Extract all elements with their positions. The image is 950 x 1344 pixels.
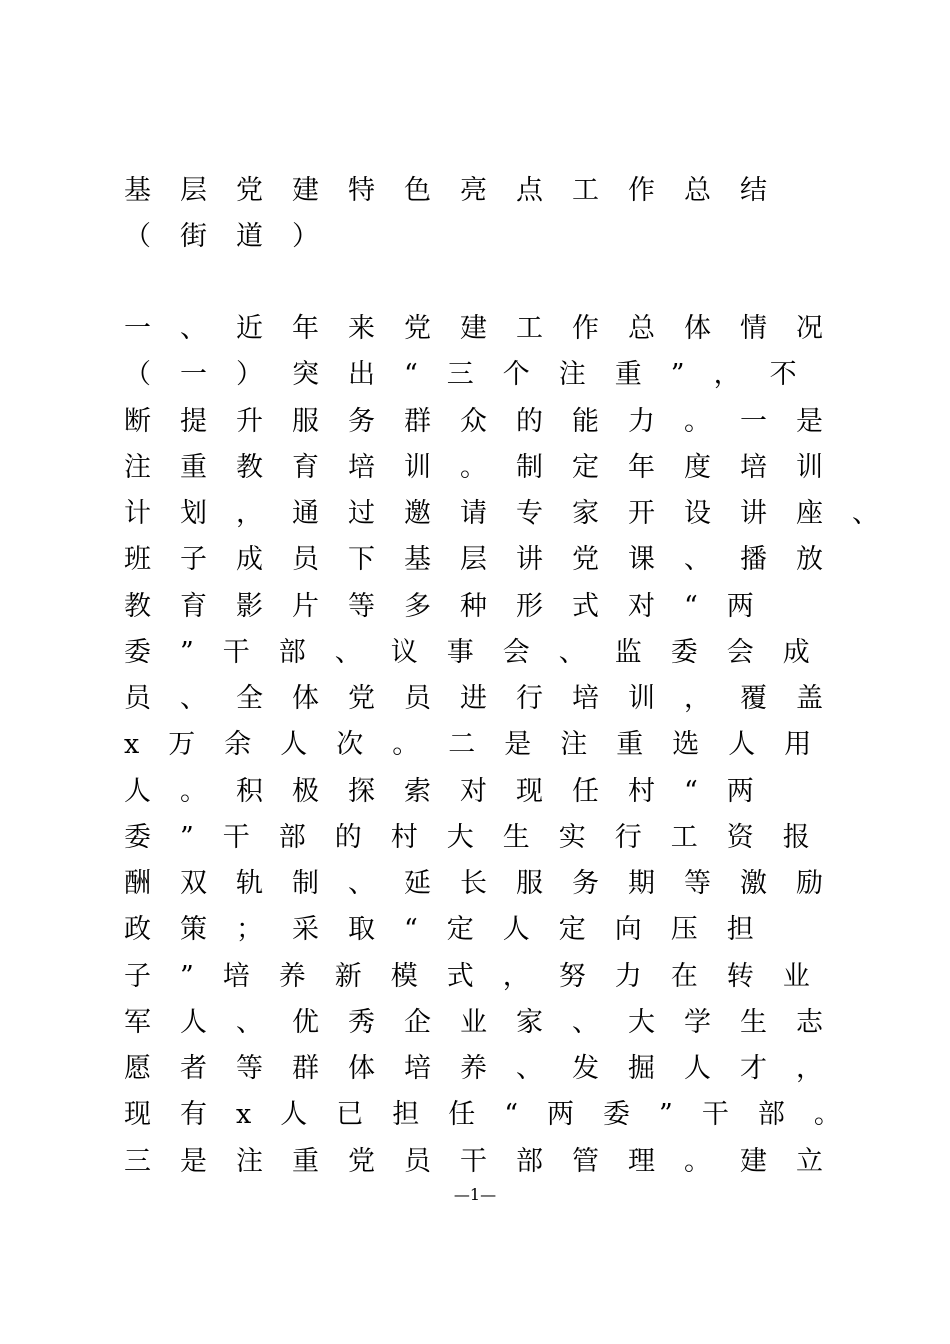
body-line: 计划，通过邀请专家开设讲座、 [124, 498, 908, 529]
title-line-1: 基层党建特色亮点工作总结 [124, 175, 796, 206]
body-line: x万余人次。二是注重选人用 [124, 729, 841, 760]
body-line: 现有x人已担任“两委”干部。 [124, 1099, 870, 1130]
body-line: 班子成员下基层讲党课、播放 [124, 544, 852, 575]
body-line: 委”干部的村大生实行工资报 [124, 822, 839, 853]
body-line: 政策；采取“定人定向压担 [124, 914, 783, 945]
body-line: 注重教育培训。制定年度培训 [124, 452, 852, 483]
title-line-2: （街道） [124, 221, 348, 252]
body-line: （一）突出“三个注重”，不 [124, 359, 826, 390]
body-line: 教育影片等多种形式对“两 [124, 591, 783, 622]
body-line: 一、近年来党建工作总体情况 [124, 313, 852, 344]
body-line: 子”培养新模式，努力在转业 [124, 961, 839, 992]
body-line: 三是注重党员干部管理。建立 [124, 1146, 852, 1177]
body-line: 人。积极探索对现任村“两 [124, 776, 783, 807]
body-line: 员、全体党员进行培训，覆盖 [124, 683, 852, 714]
body-line: 委”干部、议事会、监委会成 [124, 637, 839, 668]
body-line: 愿者等群体培养、发掘人才， [124, 1053, 852, 1084]
page-number: —1— [453, 1185, 497, 1204]
body-line: 军人、优秀企业家、大学生志 [124, 1007, 852, 1038]
body-line: 断提升服务群众的能力。一是 [124, 406, 852, 437]
body-line: 酬双轨制、延长服务期等激励 [124, 868, 852, 899]
